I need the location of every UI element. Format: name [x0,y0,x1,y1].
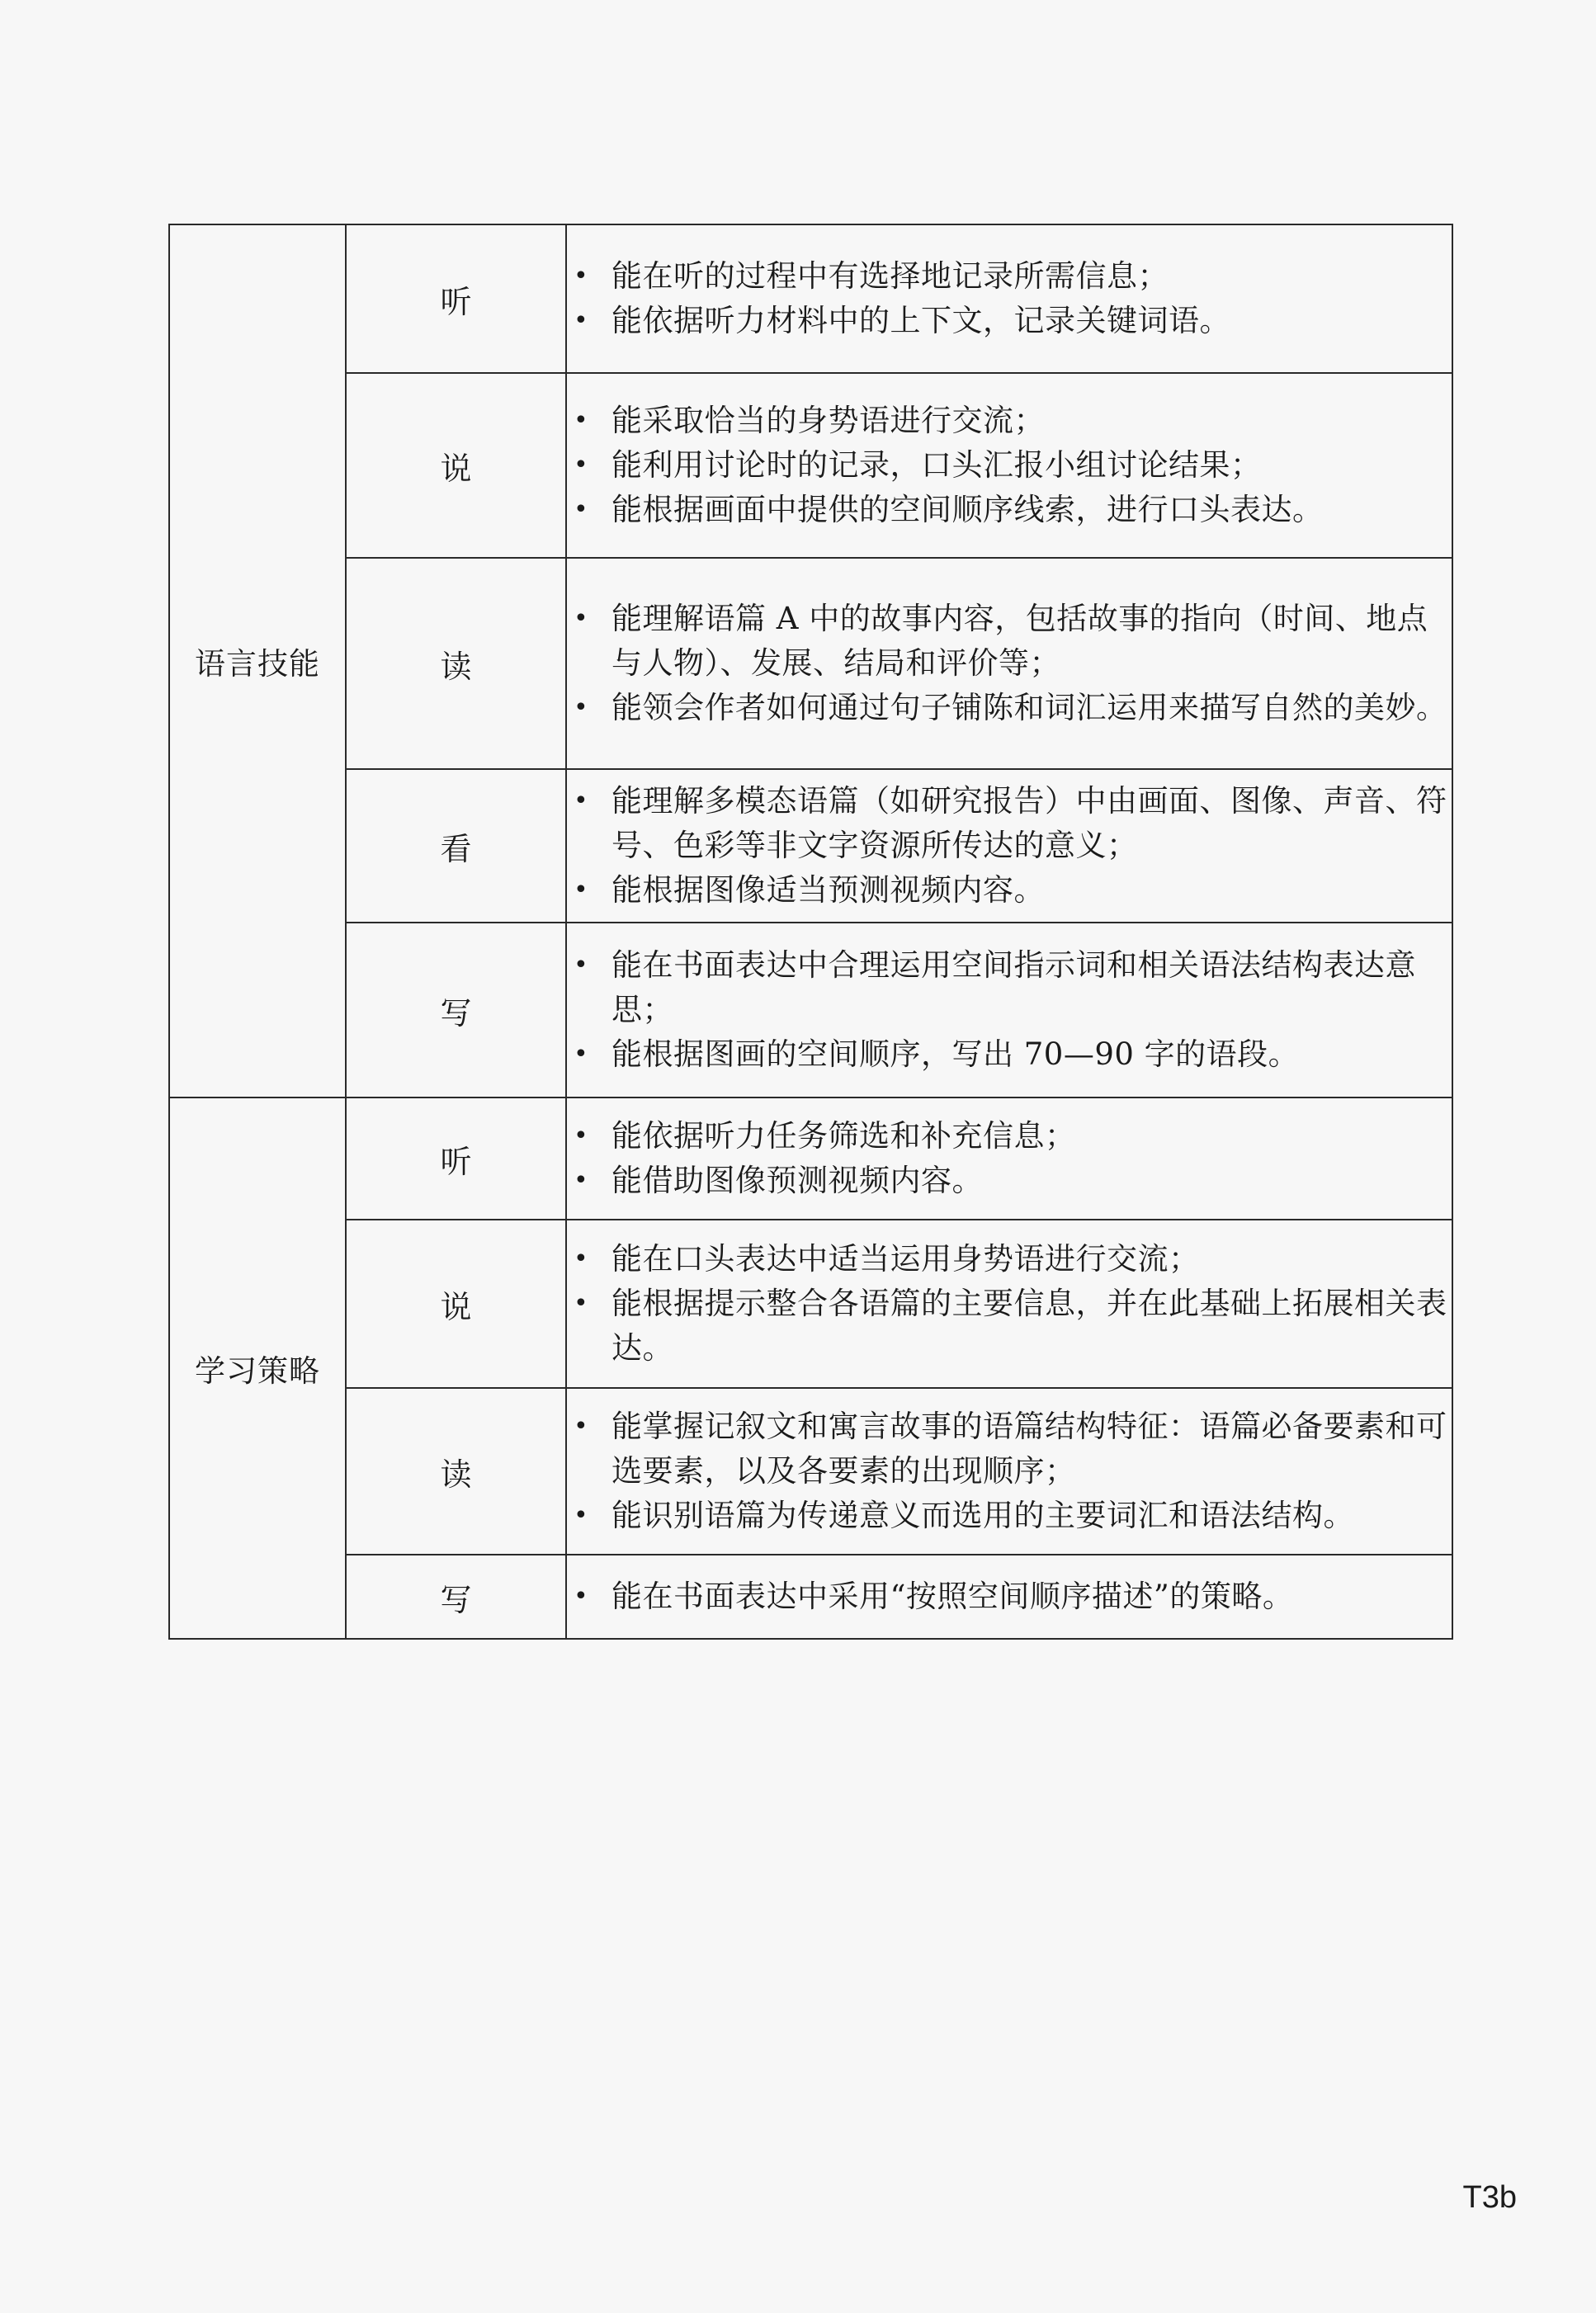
table-row [169,224,1452,373]
list-item: • 能在口头表达中适当运用身势语进行交流； [567,1237,1452,1282]
skill-cell: 说 [346,373,566,558]
table-row [169,1555,1452,1639]
table-row [169,373,1452,558]
list-item: • 能依据听力材料中的上下文，记录关键词语。 [567,299,1452,343]
skill-cell: 写 [346,1555,566,1639]
table-row [169,769,1452,923]
list-item: • 能利用讨论时的记录，口头汇报小组讨论结果； [567,443,1452,488]
content-cell [566,373,1452,558]
list-item: • 能在书面表达中合理运用空间指示词和相关语法结构表达意思； [567,943,1452,1032]
list-item: • 能采取恰当的身势语进行交流； [567,399,1452,443]
bullet-list [567,1404,1452,1538]
content-cell [566,1220,1452,1388]
bullet-list [567,399,1452,532]
skill-cell: 读 [346,558,566,769]
table-row [169,1388,1452,1555]
list-item: • 能根据图像适当预测视频内容。 [567,868,1452,913]
bullet-list [567,943,1452,1077]
table-row [169,558,1452,769]
objectives-table [168,224,1453,1640]
content-cell [566,1555,1452,1639]
list-item: • 能识别语篇为传递意义而选用的主要词汇和语法结构。 [567,1494,1452,1538]
list-item: • 能根据画面中提供的空间顺序线索，进行口头表达。 [567,488,1452,532]
bullet-list [567,597,1452,730]
list-item: • 能理解语篇 A 中的故事内容，包括故事的指向（时间、地点与人物）、发展、结局和评价等； [567,597,1452,686]
content-cell [566,558,1452,769]
content-cell [566,769,1452,923]
skill-cell: 读 [346,1388,566,1555]
content-cell [566,224,1452,373]
skill-cell: 看 [346,769,566,923]
content-cell [566,1097,1452,1220]
bullet-list [567,1237,1452,1371]
list-item: • 能理解多模态语篇（如研究报告）中由画面、图像、声音、符号、色彩等非文字资源所传达的意义； [567,779,1452,868]
list-item: • 能依据听力任务筛选和补充信息； [567,1114,1452,1159]
bullet-list [567,1574,1452,1619]
table-row [169,923,1452,1097]
skill-cell: 写 [346,923,566,1097]
bullet-list [567,1114,1452,1203]
category-cell: 学习策略 [169,1097,346,1639]
page-number: T3b [1462,2180,1517,2215]
list-item: • 能在书面表达中采用“按照空间顺序描述”的策略。 [567,1574,1452,1619]
skill-cell: 听 [346,1097,566,1220]
list-item: • 能借助图像预测视频内容。 [567,1159,1452,1203]
skill-cell: 听 [346,224,566,373]
skill-cell: 说 [346,1220,566,1388]
table-row [169,1097,1452,1220]
list-item: • 能领会作者如何通过句子铺陈和词汇运用来描写自然的美妙。 [567,686,1452,730]
bullet-list [567,779,1452,913]
list-item: • 能掌握记叙文和寓言故事的语篇结构特征：语篇必备要素和可选要素，以及各要素的出现顺序； [567,1404,1452,1494]
content-cell [566,1388,1452,1555]
list-item: • 能在听的过程中有选择地记录所需信息； [567,254,1452,299]
bullet-list [567,254,1452,343]
list-item: • 能根据图画的空间顺序，写出 70—90 字的语段。 [567,1032,1452,1077]
list-item: • 能根据提示整合各语篇的主要信息，并在此基础上拓展相关表达。 [567,1282,1452,1371]
table-row [169,1220,1452,1388]
category-cell: 语言技能 [169,224,346,1097]
content-cell [566,923,1452,1097]
